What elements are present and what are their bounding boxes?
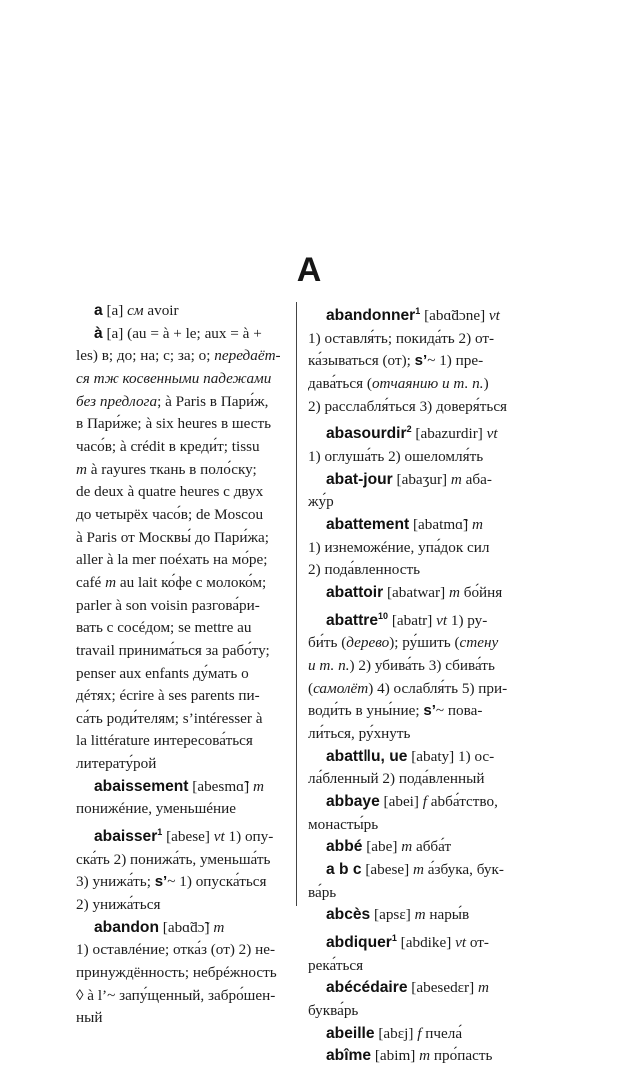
definition-text: ла́бленный 2) пода́вленный: [308, 770, 485, 788]
grammar-note: m: [471, 516, 483, 534]
dictionary-entry-line: [76, 368, 285, 391]
definition-text: 1) изнеможéние, упа́док сил: [308, 538, 490, 556]
definition-text: до четырёх часо́в; de Moscou: [76, 505, 264, 523]
definition-text: [abatwar]: [383, 584, 449, 601]
dictionary-entry-headline: [76, 323, 285, 346]
definition-text: (: [308, 679, 314, 697]
definition-text: [abazurdir]: [411, 425, 487, 443]
definition-text: [abdike]: [396, 933, 456, 951]
definition-text: penser aux enfants ду́мать о: [76, 664, 249, 682]
grammar-note: и т. п.: [308, 657, 350, 675]
conjugation-index: 1: [391, 932, 397, 943]
grammar-note: m: [477, 979, 489, 997]
definition-text: à rayures ткань в поло́ску;: [86, 460, 257, 478]
definition-text: [abesedɛr]: [407, 979, 478, 997]
reflexive-marker: s’: [414, 352, 428, 370]
dictionary-entry-line: [308, 559, 544, 582]
definition-text: la littérature интересова́ться: [76, 732, 253, 750]
definition-text: а́збука, бук-: [423, 860, 504, 878]
grammar-note: отчаянию и т. п.: [371, 375, 484, 393]
dictionary-entry-line: [308, 655, 544, 678]
definition-text: ~ 1) опуска́ться: [167, 873, 267, 891]
headword: abattoir: [326, 584, 384, 601]
dictionary-entry-headline: [76, 300, 285, 323]
dictionary-entry-line: [76, 595, 285, 618]
dictionary-entry-headline: [308, 746, 544, 769]
definition-text: нары́в: [425, 906, 470, 924]
definition-text: 1) опу-: [224, 828, 274, 846]
dictionary-entry-line: [76, 849, 285, 872]
dictionary-entry-line: [76, 985, 285, 1008]
dictionary-entry-line: [308, 328, 544, 351]
conjugation-index: 10: [378, 610, 389, 621]
grammar-note: f: [422, 792, 427, 810]
dictionary-entry-line: [308, 396, 544, 419]
definition-text: abба́тство,: [427, 792, 498, 810]
dictionary-entry-line: [76, 798, 285, 821]
headword: abatt‖u, ue: [326, 747, 408, 765]
headword: abdiquer: [326, 933, 392, 951]
grammar-note: f: [417, 1024, 422, 1042]
reflexive-marker: s’: [154, 873, 168, 891]
grammar-note: m: [76, 460, 87, 478]
grammar-note: самолёт: [313, 679, 369, 697]
dictionary-entry-line: [308, 700, 544, 723]
definition-text: принуждённость; небрéжность: [76, 964, 277, 982]
definition-text: [apsɛ]: [370, 906, 415, 924]
definition-text: монасты́рь: [308, 815, 379, 833]
definition-text: avoir: [143, 302, 179, 319]
reflexive-marker: s’: [423, 702, 436, 720]
headword: abcès: [326, 906, 371, 924]
definition-text: 3) унижа́ть;: [76, 873, 155, 891]
definition-text: литерату́рой: [76, 755, 157, 773]
headword: abaisser: [94, 828, 158, 846]
definition-text: café: [76, 573, 106, 591]
definition-text: les) в; до; на; с; за; о;: [76, 347, 215, 365]
headword: abbé: [326, 838, 363, 856]
definition-text: часо́в; à crédit в креди́т; tissu: [76, 437, 260, 455]
grammar-note: m: [252, 777, 264, 795]
dictionary-entry-line: [76, 753, 285, 776]
dictionary-entry-headline: [308, 1023, 544, 1046]
dictionary-entry-headline: [308, 582, 544, 605]
definition-text: [abatr]: [388, 611, 437, 629]
dictionary-entry-headline: [308, 300, 544, 328]
left-column: [76, 300, 285, 1030]
definition-text: са́ть роди́телям; s’intéresser à: [76, 709, 263, 727]
definition-text: про́пасть: [430, 1047, 493, 1065]
headword: à: [94, 324, 103, 342]
definition-text: ный: [76, 1009, 103, 1027]
dictionary-entry-headline: [76, 821, 285, 849]
definition-text: 1) оставлéние; отка́з (от) 2) не-: [76, 941, 276, 959]
dictionary-entry-line: [76, 527, 285, 550]
grammar-note: m: [412, 860, 424, 878]
definition-text: [a] (au = à + le; aux = à +: [102, 324, 262, 342]
definition-text: 1) оглуша́ть 2) ошеломля́ть: [308, 448, 484, 466]
dictionary-entry-headline: [308, 977, 544, 1000]
definition-text: бо́йня: [459, 584, 503, 601]
definition-text: дава́ться (: [308, 375, 372, 393]
definition-text: ; à Paris в Пари́ж,: [157, 392, 269, 410]
grammar-note: m: [401, 838, 413, 856]
dictionary-entry-line: [76, 345, 285, 368]
grammar-note: vt: [488, 307, 500, 325]
dictionary-entry-headline: [308, 514, 544, 537]
section-letter-heading: A: [296, 251, 322, 289]
dictionary-entry-line: [76, 436, 285, 459]
definition-text: в Пари́же; à six heures в шесть: [76, 415, 272, 433]
headword: abandonner: [326, 307, 416, 325]
grammar-note: ся тж косвенными падежами: [76, 369, 272, 387]
dictionary-entry-headline: [308, 836, 544, 859]
dictionary-entry-line: [308, 768, 544, 791]
dictionary-entry-line: [76, 481, 285, 504]
grammar-note: см: [127, 302, 144, 319]
definition-text: буква́рь: [308, 1001, 359, 1019]
definition-text: au lait ко́фе с молоко́м;: [116, 573, 267, 591]
dictionary-entry-line: [308, 814, 544, 837]
grammar-note: m: [213, 918, 225, 936]
dictionary-entry-line: [308, 373, 544, 396]
definition-text: ~ 1) пре-: [427, 352, 484, 370]
definition-text: жу́р: [308, 493, 334, 511]
definition-text: travail принима́ться за рабо́ту;: [76, 641, 270, 659]
definition-text: аба-: [461, 470, 492, 488]
dictionary-entry-line: [76, 730, 285, 753]
headword: abécédaire: [326, 979, 408, 997]
headword: a: [94, 302, 103, 319]
headword: abat-jour: [326, 470, 393, 488]
dictionary-entry-line: [308, 1000, 544, 1023]
definition-text: 2) расслабля́ться 3) доверя́ться: [308, 397, 508, 415]
column-divider: [296, 302, 297, 906]
headword: abandon: [94, 918, 159, 936]
headword: abattement: [326, 516, 410, 534]
grammar-note: m: [450, 470, 462, 488]
dictionary-entry-line: [308, 446, 544, 469]
definition-text: [abei]: [379, 792, 423, 810]
definition-text: [abim]: [371, 1047, 420, 1065]
grammar-note: m: [414, 906, 426, 924]
grammar-note: vt: [455, 933, 467, 951]
definition-text: [abɛj]: [374, 1024, 418, 1042]
dictionary-entry-line: [76, 617, 285, 640]
grammar-note: передаёт-: [214, 347, 281, 365]
dictionary-entry-line: [76, 572, 285, 595]
dictionary-entry-line: [76, 459, 285, 482]
dictionary-entry-line: [308, 350, 544, 373]
dictionary-entry-headline: [308, 791, 544, 814]
dictionary-entry-headline: [308, 418, 544, 446]
dictionary-entry-headline: [76, 776, 285, 799]
definition-text: река́ться: [308, 956, 364, 974]
definition-text: de deux à quatre heures с двух: [76, 483, 264, 501]
definition-text: абба́т: [412, 838, 452, 856]
dictionary-entry-line: [308, 723, 544, 746]
definition-text: от-: [466, 933, 489, 951]
definition-text: 2) унижа́ться: [76, 896, 161, 914]
definition-text: [abaty] 1) ос-: [407, 747, 495, 765]
grammar-note: m: [448, 584, 460, 601]
dictionary-entry-line: [76, 391, 285, 414]
definition-text: ); ру́шить (: [389, 634, 460, 652]
grammar-note: без предлога: [76, 392, 158, 410]
dictionary-entry-line: [76, 1007, 285, 1030]
definition-text: parler à son voisin разгова́ри-: [76, 596, 260, 614]
dictionary-entry-line: [308, 678, 544, 701]
definition-text: [abɑ̃dɔne]: [420, 307, 489, 325]
definition-text: [abaʒur]: [392, 470, 451, 488]
dictionary-entry-line: [76, 871, 285, 894]
headword: abaissement: [94, 777, 189, 795]
definition-text: [abe]: [362, 838, 402, 856]
definition-text: à Paris от Москвы́ до Пари́жа;: [76, 528, 269, 546]
definition-text: 1) оставля́ть; покида́ть 2) от-: [308, 329, 495, 347]
definition-text: ска́ть 2) понижа́ть, уменьша́ть: [76, 850, 271, 868]
definition-text: [abesmɑ̃]: [188, 777, 253, 795]
dictionary-entry-line: [308, 632, 544, 655]
definition-text: ): [483, 375, 489, 393]
grammar-note: vt: [436, 611, 448, 629]
headword: abeille: [326, 1024, 375, 1042]
definition-text: вать с сосéдом; se mettre au: [76, 619, 252, 637]
dictionary-entry-line: [76, 708, 285, 731]
dictionary-entry-line: [76, 894, 285, 917]
dictionary-entry-line: [76, 939, 285, 962]
conjugation-index: 1: [157, 827, 163, 838]
dictionary-entry-headline: [308, 904, 544, 927]
definition-text: пчела́: [421, 1024, 463, 1042]
dictionary-entry-line: [76, 685, 285, 708]
dictionary-entry-headline: [308, 1045, 544, 1068]
definition-text: [abatmɑ̃]: [409, 516, 472, 534]
headword: abasourdir: [326, 425, 407, 443]
grammar-note: дерево: [346, 634, 390, 652]
definition-text: ) 4) ослабля́ть 5) при-: [368, 679, 508, 697]
definition-text: ~ пова-: [435, 702, 483, 720]
dictionary-entry-line: [76, 640, 285, 663]
headword: abbaye: [326, 792, 380, 810]
dictionary-entry-line: [76, 663, 285, 686]
headword: abîme: [326, 1047, 372, 1065]
definition-text: 1) ру-: [447, 611, 488, 629]
dictionary-entry-headline: [308, 927, 544, 955]
definition-text: [abese]: [162, 828, 214, 846]
definition-text: дéтях; écrire à ses parents пи-: [76, 687, 260, 705]
definition-text: ли́ться, ру́хнуть: [308, 725, 411, 742]
grammar-note: vt: [213, 828, 225, 846]
definition-text: ва́рь: [308, 883, 337, 901]
dictionary-entry-line: [308, 537, 544, 560]
dictionary-entry-line: [308, 955, 544, 978]
dictionary-entry-line: [76, 549, 285, 572]
definition-text: [a]: [102, 302, 128, 319]
dictionary-entry-headline: [308, 469, 544, 492]
right-column: [308, 300, 544, 1068]
definition-text: ка́зываться (от);: [308, 352, 415, 370]
grammar-note: m: [419, 1047, 431, 1065]
definition-text: [abese]: [361, 860, 413, 878]
grammar-note: m: [105, 573, 117, 591]
dictionary-entry-headline: [308, 859, 544, 882]
dictionary-entry-headline: [76, 917, 285, 940]
dictionary-entry-line: [308, 491, 544, 514]
grammar-note: vt: [486, 425, 498, 443]
dictionary-entry-line: [308, 882, 544, 905]
definition-text: води́ть в уны́ние;: [308, 702, 424, 720]
conjugation-index: 2: [406, 424, 412, 435]
definition-text: би́ть (: [308, 634, 347, 652]
definition-text: 2) пода́вленность: [308, 561, 421, 579]
dictionary-entry-headline: [308, 605, 544, 633]
headword: a b c: [326, 860, 362, 878]
dictionary-entry-line: [76, 504, 285, 527]
headword: abattre: [326, 611, 378, 629]
grammar-note: стену: [459, 634, 499, 652]
conjugation-index: 1: [415, 306, 421, 316]
definition-text: ◊ à l’~ запу́щенный, забро́шен-: [76, 986, 276, 1004]
dictionary-entry-line: [76, 413, 285, 436]
dictionary-entry-line: [76, 962, 285, 985]
definition-text: [abɑ̃dɔ̃]: [158, 918, 214, 936]
definition-text: понижéние, уменьшéние: [76, 800, 237, 818]
definition-text: aller à la mer поéхать на мо́ре;: [76, 551, 268, 569]
definition-text: ) 2) убива́ть 3) сбива́ть: [349, 657, 495, 675]
